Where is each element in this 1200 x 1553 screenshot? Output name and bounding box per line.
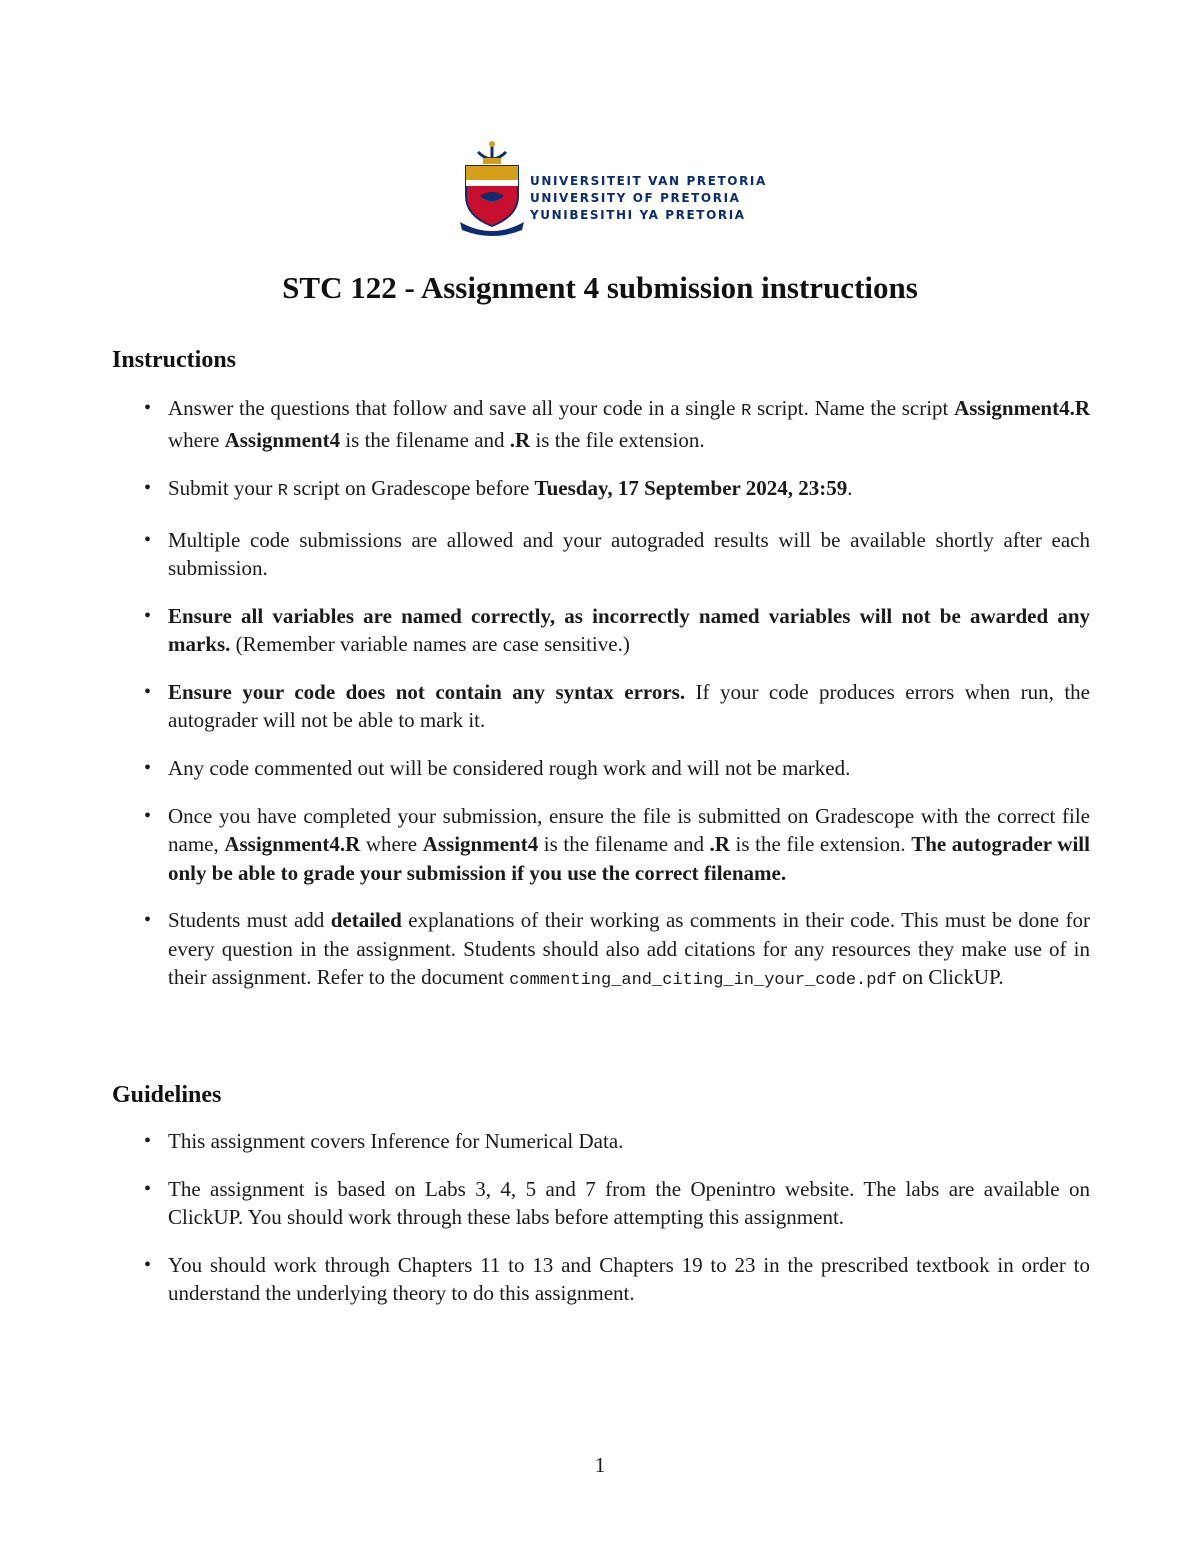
page-title: STC 122 - Assignment 4 submission instructions: [282, 270, 918, 305]
list-item: • You should work through Chapters 11 to 13 and Chapters 19 to 23 in the prescribed textbook in order to understand the underlying theory to do this assignment.: [168, 1251, 1090, 1308]
instructions-list: [168, 394, 1090, 1015]
logo-line-afrikaans: UNIVERSITEIT VAN PRETORIA: [530, 174, 767, 188]
list-item: • Students must add detailed explanations of their working as comments in their code. This must be done for every question in the assignment. Students should also add citations for any resources they make use of in their assignment. Refer to the document commenting_and_citing_in_your_code.pdf on ClickUP.: [168, 906, 1090, 995]
university-logo: [456, 140, 767, 236]
guidelines-heading: Guidelines: [112, 1082, 222, 1108]
logo-line-sepedi: YUNIBESITHI YA PRETORIA: [530, 208, 746, 222]
instructions-heading: Instructions: [112, 347, 237, 373]
list-item: • Any code commented out will be considered rough work and will not be marked.: [168, 754, 1090, 782]
list-item: • Ensure all variables are named correctly, as incorrectly named variables will not be awarded any marks. (Remember variable names are case sensitive.): [168, 602, 1090, 659]
page-number: 1: [594, 1453, 606, 1477]
list-item: • The assignment is based on Labs 3, 4, 5 and 7 from the Openintro website. The labs are available on ClickUP. You should work through these labs before attempting this assignment.: [168, 1175, 1090, 1232]
guidelines-list: [168, 1127, 1090, 1327]
list-item: • Multiple code submissions are allowed and your autograded results will be available shortly after each submission.: [168, 526, 1090, 583]
list-item: • Answer the questions that follow and save all your code in a single R script. Name the script Assignment4.R where Assignment4 is the filename and .R is the file extension.: [168, 394, 1090, 455]
list-item: • Ensure your code does not contain any syntax errors. If your code produces errors when run, the autograder will not be able to mark it.: [168, 678, 1090, 735]
list-item: • Submit your R script on Gradescope before Tuesday, 17 September 2024, 23:59.: [168, 474, 1090, 506]
list-item: • This assignment covers Inference for Numerical Data.: [168, 1127, 1090, 1155]
crest-icon: [456, 140, 528, 236]
list-item: • Once you have completed your submission, ensure the file is submitted on Gradescope with the correct file name, Assignment4.R where Assignment4 is the filename and .R is the file extension. The autograder will only be able to grade your submission if you use the correct filename.: [168, 802, 1090, 887]
university-name: [530, 173, 767, 224]
logo-line-english: UNIVERSITY OF PRETORIA: [530, 191, 741, 205]
